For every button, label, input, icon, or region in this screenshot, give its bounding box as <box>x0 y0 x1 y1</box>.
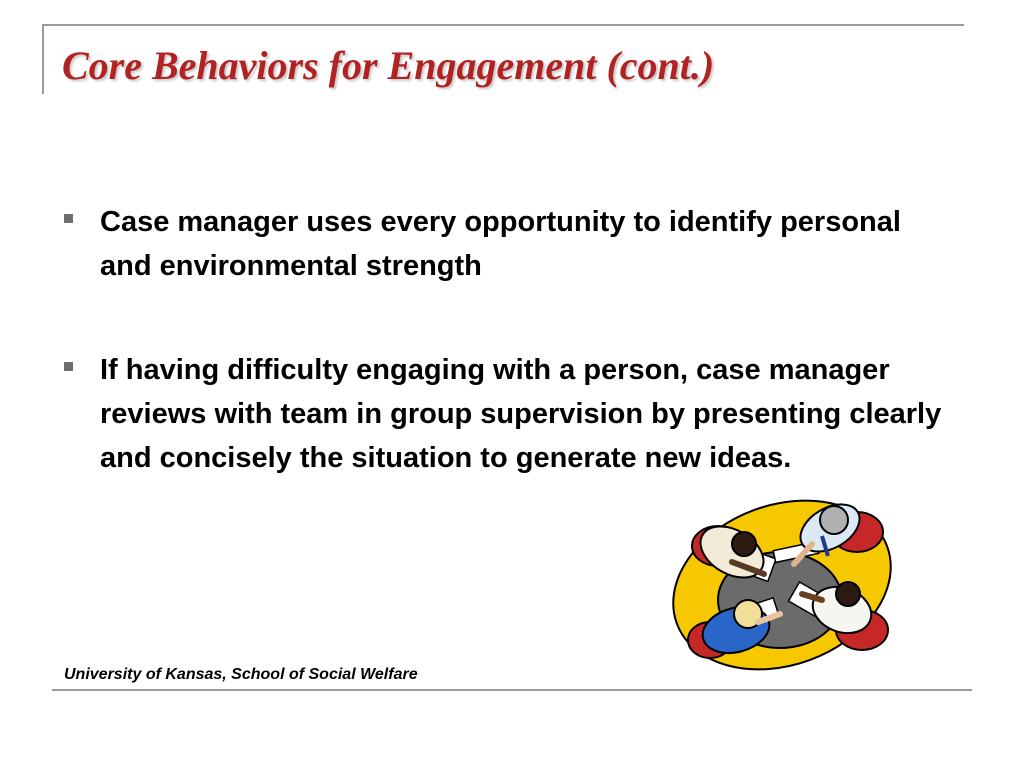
slide-title: Core Behaviors for Engagement (cont.) <box>62 43 715 88</box>
title-frame-vertical-rule <box>42 24 44 94</box>
bullet-text: If having difficulty engaging with a person, case manager reviews with team in group supervision by presenting clearly and concisely the situation to generate new ideas. <box>100 354 942 474</box>
square-bullet-icon <box>64 362 73 371</box>
square-bullet-icon <box>64 214 73 223</box>
bullet-text: Case manager uses every opportunity to identify personal and environmental strength <box>100 206 901 282</box>
footer-rule <box>52 689 972 691</box>
bullet-list <box>58 200 958 480</box>
footer-text: University of Kansas, School of Social Welfare <box>64 666 418 683</box>
meeting-group-icon <box>662 490 902 680</box>
title-frame-horizontal-rule <box>42 24 964 26</box>
bullet-item <box>58 348 958 480</box>
bullet-item <box>58 200 958 288</box>
